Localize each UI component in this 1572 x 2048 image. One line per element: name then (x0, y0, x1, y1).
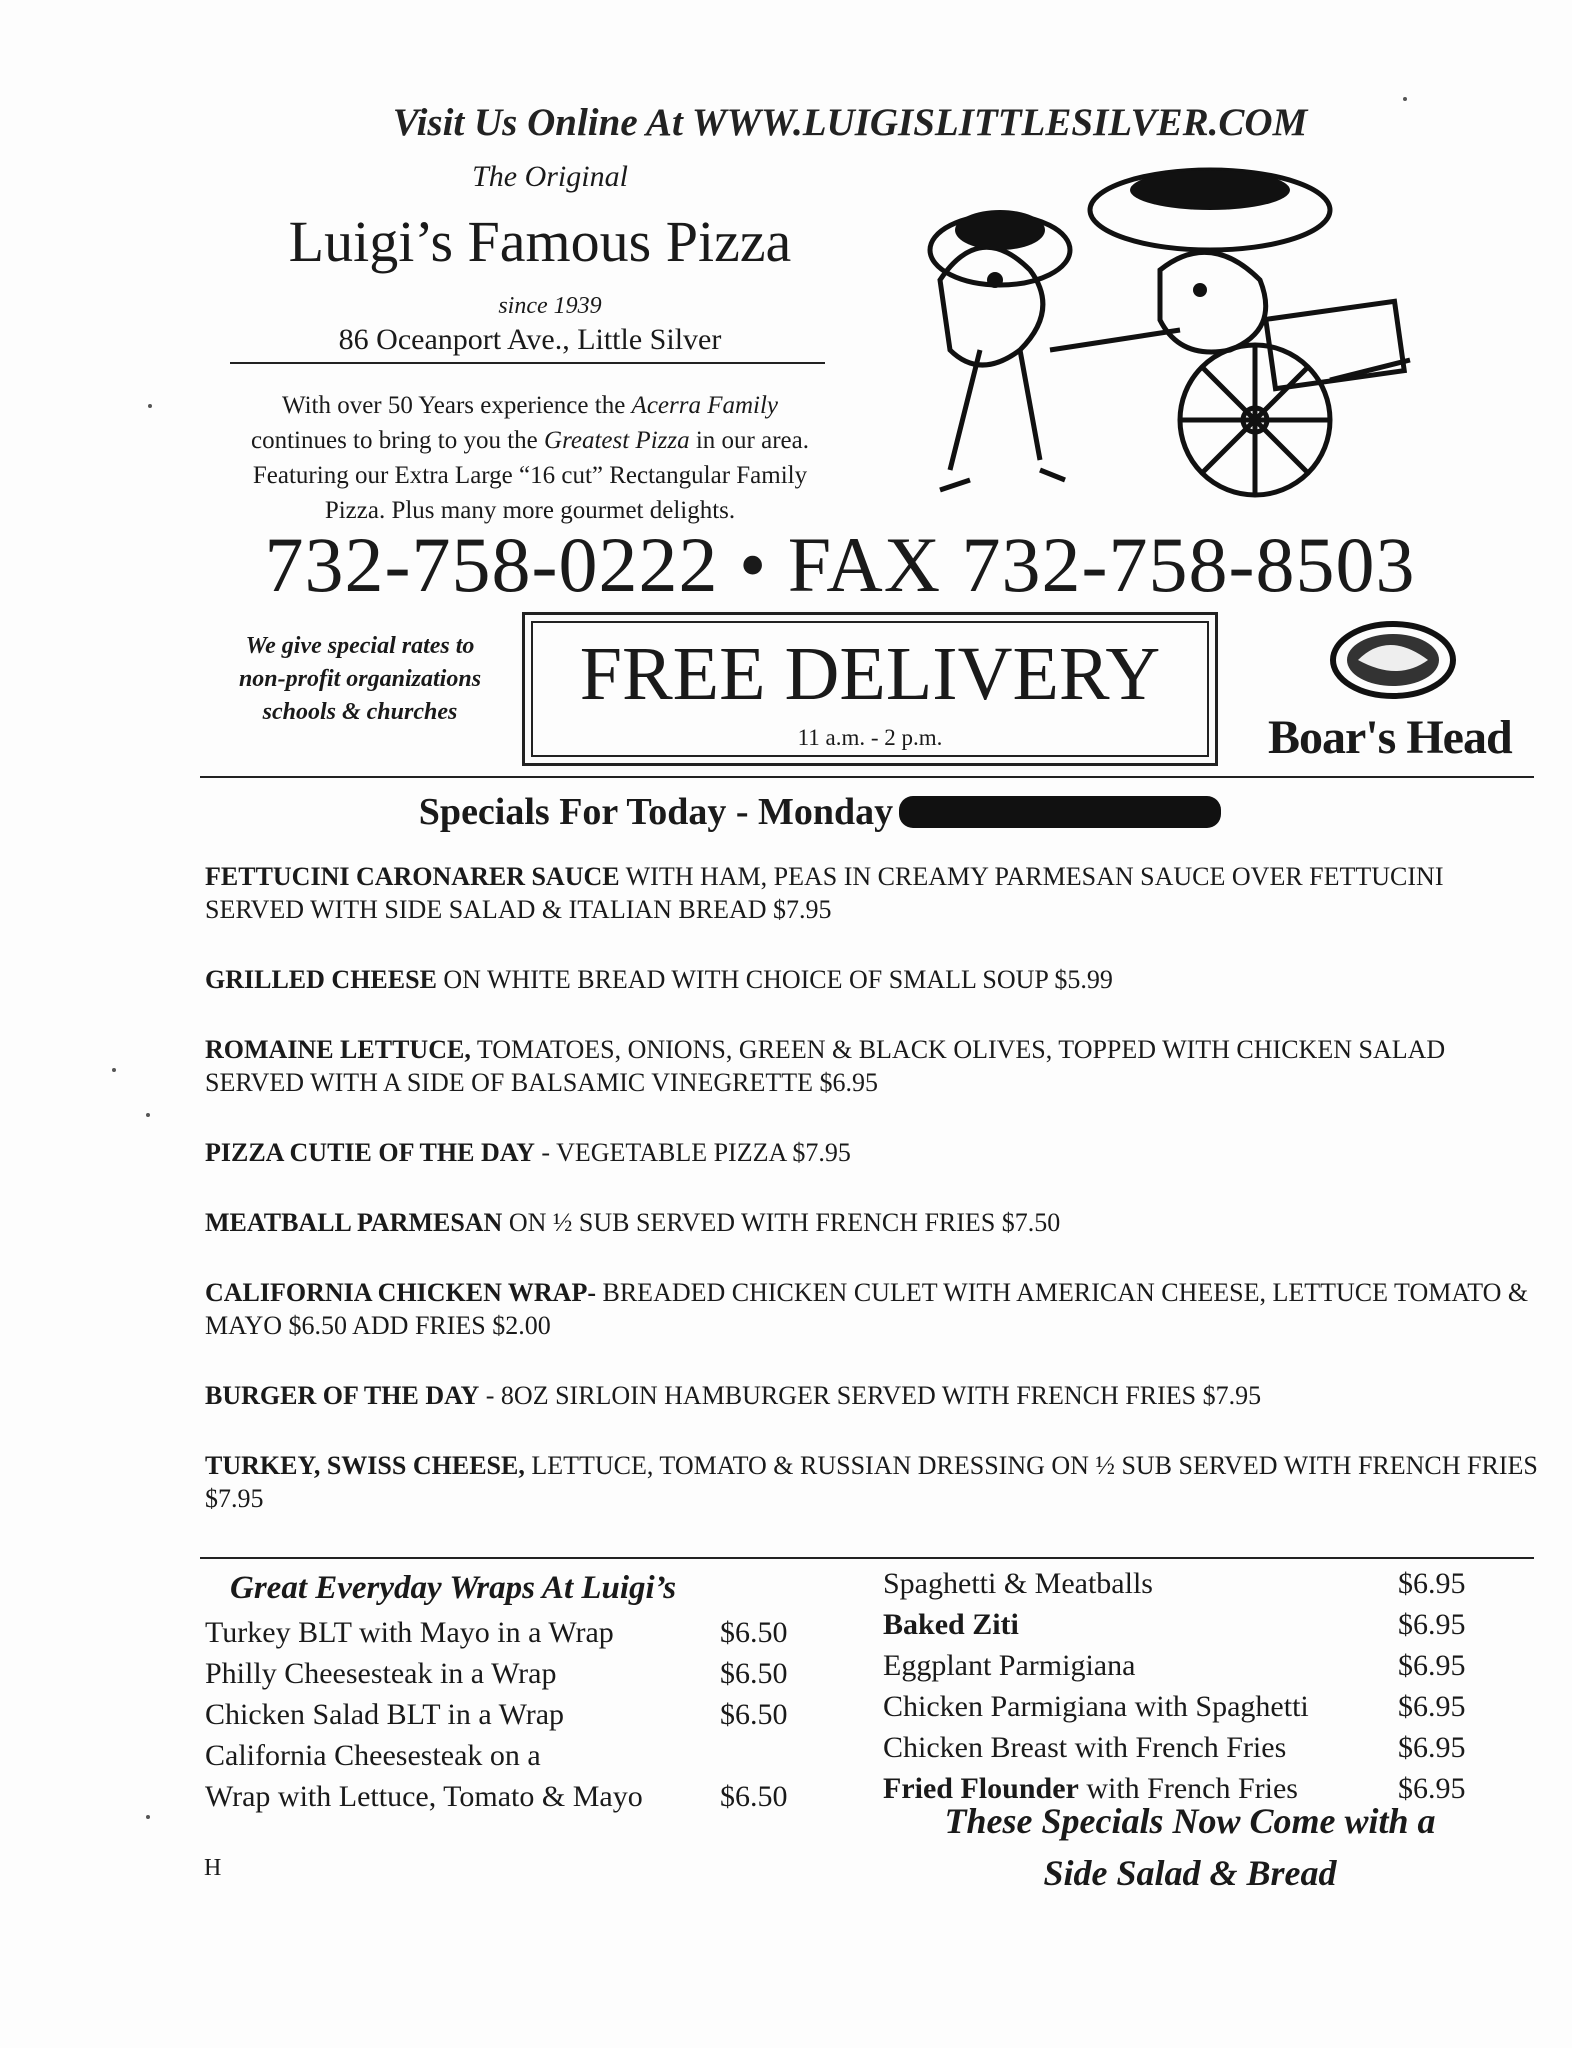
main-item: Fried Flounder with French Fries $6.95 (883, 1768, 1523, 1809)
wraps-title: Great Everyday Wraps At Luigi’s (230, 1570, 677, 1606)
rates-line-1: We give special rates to (245, 633, 475, 659)
special-item: PIZZA CUTIE OF THE DAY - VEGETABLE PIZZA $7.95 (205, 1138, 851, 1167)
wraps-list (205, 1612, 825, 1817)
header-divider (200, 776, 1534, 778)
intro-line-2: continues to bring to you the Greatest Pizza in our area. (250, 427, 809, 454)
main-price: $6.95 (1398, 1731, 1466, 1764)
wrap-item: Wrap with Lettuce, Tomato & Mayo $6.50 (205, 1776, 825, 1817)
special-item: TURKEY, SWISS CHEESE, LETTUCE, TOMATO & RUSSIAN DRESSING ON ½ SUB SERVED WITH FRENCH FRIES $7.95 (205, 1451, 1538, 1513)
main-price: $6.95 (1398, 1772, 1466, 1805)
special-rates-note (200, 630, 520, 729)
intro-line-4: Pizza. Plus many more gourmet delights. (324, 497, 736, 524)
main-item: Baked Ziti $6.95 (883, 1604, 1523, 1645)
wrap-price: $6.50 (720, 1698, 788, 1731)
specials-closing-note (870, 1795, 1510, 1899)
wrap-item: Chicken Salad BLT in a Wrap $6.50 (205, 1694, 825, 1735)
specials-heading-text: Specials For Today - Monday (418, 791, 894, 833)
scan-speck (148, 404, 152, 408)
main-price: $6.95 (1398, 1567, 1466, 1600)
scan-speck (146, 1815, 150, 1819)
scan-speck (146, 1113, 150, 1117)
wrap-item: Philly Cheesesteak in a Wrap $6.50 (205, 1653, 825, 1694)
restaurant-name: Luigi’s Famous Pizza (288, 209, 792, 274)
specials-heading (300, 790, 1340, 834)
tagline: The Original (472, 160, 628, 193)
wrap-item: California Cheesesteak on a (205, 1739, 541, 1772)
wrap-price: $6.50 (720, 1616, 788, 1649)
delivery-cart-illustration (880, 150, 1520, 520)
redacted-date-blot (899, 796, 1221, 828)
mains-list (883, 1563, 1523, 1809)
main-price: $6.95 (1398, 1690, 1466, 1723)
main-price: $6.95 (1398, 1649, 1466, 1682)
rates-line-2: non-profit organizations (238, 666, 482, 692)
intro-line-3: Featuring our Extra Large “16 cut” Rectangular Family (252, 462, 808, 489)
main-price: $6.95 (1398, 1608, 1466, 1641)
rates-line-3: schools & churches (262, 699, 458, 725)
phone-fax: 732-758-0222 • FAX 732-758-8503 (264, 521, 1416, 608)
free-delivery-box (522, 612, 1218, 766)
delivery-hours: 11 a.m. - 2 p.m. (797, 725, 943, 750)
address: 86 Oceanport Ave., Little Silver (338, 323, 722, 356)
since-year: since 1939 (498, 293, 602, 319)
specials-divider (200, 1557, 1534, 1559)
special-item: BURGER OF THE DAY - 8OZ SIRLOIN HAMBURGER SERVED WITH FRENCH FRIES $7.95 (205, 1381, 1262, 1410)
free-delivery-inner-frame (531, 621, 1209, 757)
boars-head-wordmark: Boar's Head (1268, 711, 1512, 764)
address-rule (230, 362, 825, 364)
special-item: GRILLED CHEESE ON WHITE BREAD WITH CHOICE OF SMALL SOUP $5.99 (205, 965, 1113, 994)
intro-line-1: With over 50 Years experience the Acerra Family (281, 392, 779, 419)
scan-speck (112, 1068, 116, 1072)
special-item: CALIFORNIA CHICKEN WRAP- BREADED CHICKEN CULET WITH AMERICAN CHEESE, LETTUCE TOMATO & MAYO $6.50 ADD FRIES $2.00 (205, 1278, 1529, 1340)
closing-line-1: These Specials Now Come with a (944, 1801, 1436, 1841)
special-item: ROMAINE LETTUCE, TOMATOES, ONIONS, GREEN & BLACK OLIVES, TOPPED WITH CHICKEN SALAD SERVED WITH A SIDE OF BALSAMIC VINEGRETTE $6.95 (205, 1035, 1446, 1097)
intro-paragraph (200, 388, 860, 528)
closing-line-2: Side Salad & Bread (1043, 1853, 1337, 1893)
footer-mark: H (204, 1855, 222, 1881)
website-banner: Visit Us Online At WWW.LUIGISLITTLESILVER.COM (392, 101, 1308, 144)
special-item: MEATBALL PARMESAN ON ½ SUB SERVED WITH FRENCH FRIES $7.50 (205, 1208, 1061, 1237)
wrap-item: Turkey BLT with Mayo in a Wrap $6.50 (205, 1612, 825, 1653)
main-item: Chicken Breast with French Fries $6.95 (883, 1727, 1523, 1768)
specials-list (205, 860, 1545, 1552)
free-delivery-title: FREE DELIVERY (579, 632, 1161, 716)
wrap-price: $6.50 (720, 1780, 788, 1813)
wrap-price: $6.50 (720, 1657, 788, 1690)
main-item: Eggplant Parmigiana $6.95 (883, 1645, 1523, 1686)
main-item: Chicken Parmigiana with Spaghetti $6.95 (883, 1686, 1523, 1727)
scan-speck (1403, 97, 1407, 101)
main-item: Spaghetti & Meatballs $6.95 (883, 1563, 1523, 1604)
special-item: FETTUCINI CARONARER SAUCE WITH HAM, PEAS IN CREAMY PARMESAN SAUCE OVER FETTUCINI SERVED WITH SIDE SALAD & ITALIAN BREAD $7.95 (205, 862, 1444, 924)
